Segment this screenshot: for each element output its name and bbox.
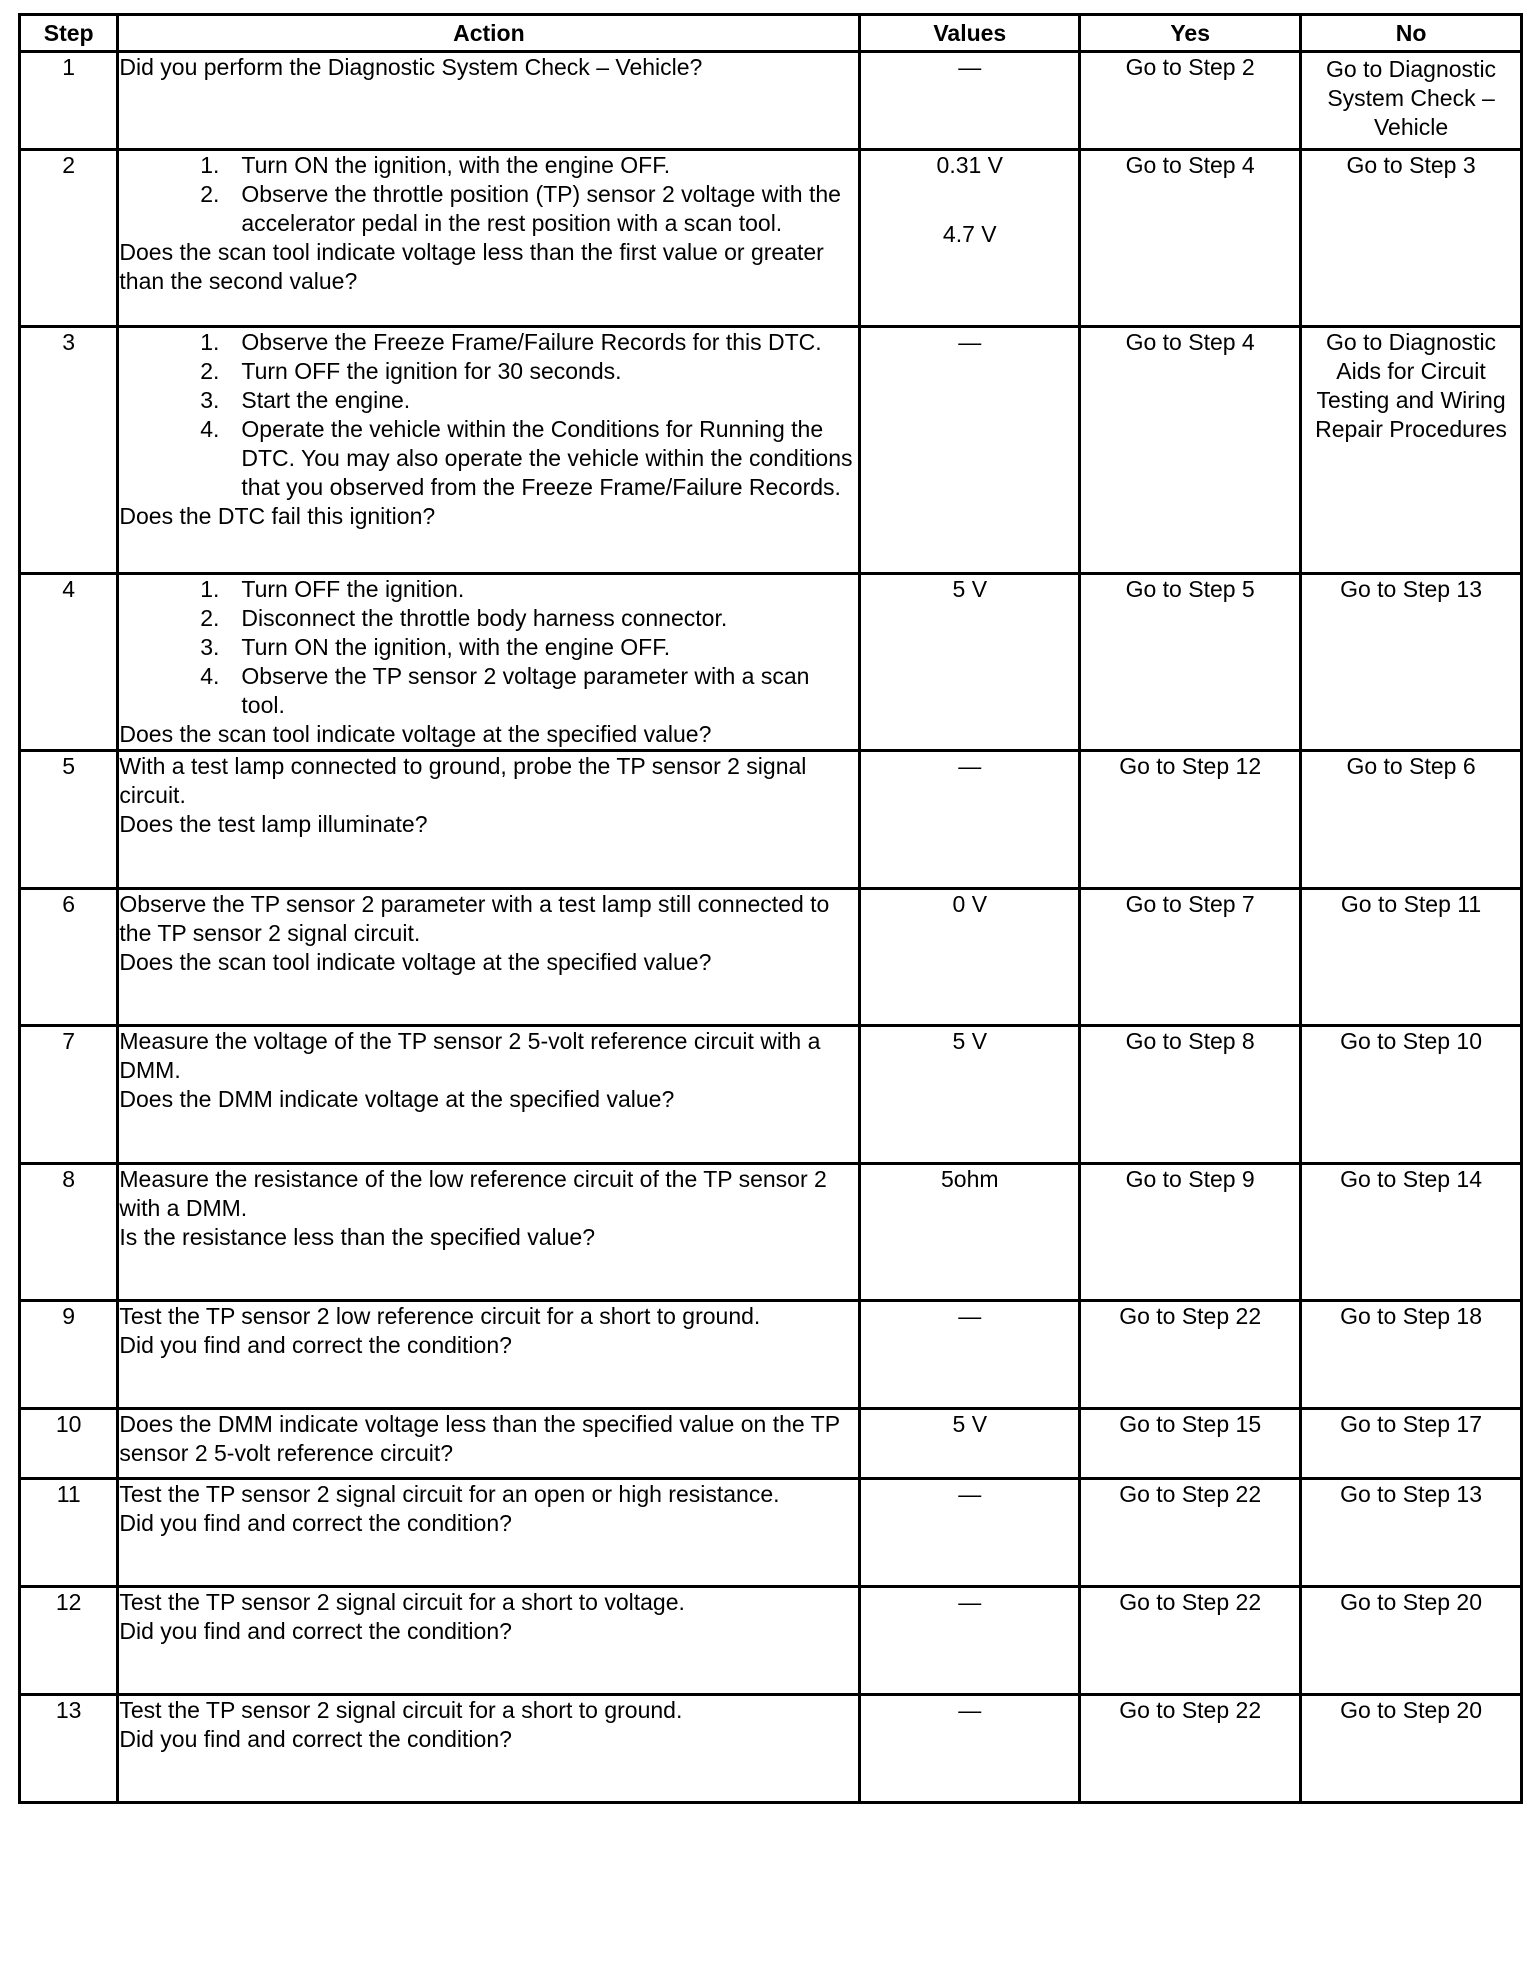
no-cell: Go to Step 17 [1301, 1409, 1522, 1479]
action-instruction: With a test lamp connected to ground, probe the TP sensor 2 signal circuit. [119, 753, 807, 808]
action-cell [118, 1164, 860, 1301]
action-instruction: Test the TP sensor 2 signal circuit for a short to ground. [119, 1697, 683, 1723]
table-row [20, 1026, 1522, 1164]
values-cell [860, 150, 1080, 327]
value: 5 V [952, 1411, 988, 1437]
table-row [20, 1164, 1522, 1301]
values-cell [860, 1695, 1080, 1803]
action-cell [118, 1695, 860, 1803]
value: — [958, 1589, 982, 1615]
substep: 1. Turn ON the ignition, with the engine OFF. [219, 151, 858, 180]
value: — [958, 753, 982, 779]
action-cell [118, 1479, 860, 1587]
action-question: Is the resistance less than the specified value? [119, 1224, 596, 1250]
substep: 2. Observe the throttle position (TP) sensor 2 voltage with the accelerator pedal in the rest position with a scan tool. [219, 180, 858, 238]
yes-cell: Go to Step 9 [1080, 1164, 1301, 1301]
action-instruction: Observe the TP sensor 2 parameter with a test lamp still connected to the TP sensor 2 signal circuit. [119, 891, 830, 946]
table-row [20, 751, 1522, 889]
diagnostic-table [18, 13, 1523, 1804]
table-row [20, 150, 1522, 327]
action-question: Does the scan tool indicate voltage less than the first value or greater than the second value? [119, 239, 824, 294]
action-instruction: Test the TP sensor 2 signal circuit for an open or high resistance. [119, 1481, 780, 1507]
value: 5 V [952, 576, 988, 602]
value: 5 V [952, 1028, 988, 1054]
header-step: Step [20, 15, 118, 52]
step-number: 7 [20, 1026, 118, 1164]
header-row [20, 15, 1522, 52]
substep: 1. Observe the Freeze Frame/Failure Records for this DTC. [219, 328, 858, 357]
no-cell: Go to Step 14 [1301, 1164, 1522, 1301]
substep: 2. Turn OFF the ignition for 30 seconds. [219, 357, 858, 386]
action-cell [118, 1587, 860, 1695]
step-number: 8 [20, 1164, 118, 1301]
action-cell [118, 327, 860, 574]
substep: 2. Disconnect the throttle body harness connector. [219, 604, 858, 633]
values-cell [860, 751, 1080, 889]
action-cell [118, 52, 860, 150]
action-question: Does the DTC fail this ignition? [119, 503, 436, 529]
substep: 4. Operate the vehicle within the Conditions for Running the DTC. You may also operate the vehicle within the conditions that you observed from the Freeze Frame/Failure Records. [219, 415, 858, 502]
no-cell: Go to Step 11 [1301, 889, 1522, 1026]
action-question: Does the scan tool indicate voltage at the specified value? [119, 721, 712, 747]
action-instruction: Does the DMM indicate voltage less than the specified value on the TP sensor 2 5-volt reference circuit? [119, 1411, 840, 1466]
header-values: Values [860, 15, 1080, 52]
step-number: 9 [20, 1301, 118, 1409]
header-action: Action [118, 15, 860, 52]
action-question: Does the DMM indicate voltage at the specified value? [119, 1086, 675, 1112]
action-question: Did you find and correct the condition? [119, 1618, 512, 1644]
yes-cell: Go to Step 4 [1080, 150, 1301, 327]
value: 5ohm [941, 1166, 999, 1192]
step-number: 12 [20, 1587, 118, 1695]
action-cell [118, 889, 860, 1026]
no-cell: Go to Step 10 [1301, 1026, 1522, 1164]
substep: 4. Observe the TP sensor 2 voltage parameter with a scan tool. [219, 662, 858, 720]
no-cell: Go to Diagnostic Aids for Circuit Testing and Wiring Repair Procedures [1301, 327, 1522, 574]
value: — [958, 54, 982, 80]
substep-list [119, 151, 858, 238]
yes-cell: Go to Step 15 [1080, 1409, 1301, 1479]
action-question: Does the test lamp illuminate? [119, 811, 428, 837]
action-cell [118, 150, 860, 327]
yes-cell: Go to Step 22 [1080, 1301, 1301, 1409]
values-cell [860, 327, 1080, 574]
value: — [958, 1303, 982, 1329]
values-cell [860, 1409, 1080, 1479]
yes-cell: Go to Step 7 [1080, 889, 1301, 1026]
yes-cell: Go to Step 22 [1080, 1587, 1301, 1695]
values-cell [860, 574, 1080, 751]
table-row [20, 1695, 1522, 1803]
table-row [20, 889, 1522, 1026]
values-cell [860, 52, 1080, 150]
action-instruction: Measure the voltage of the TP sensor 2 5-volt reference circuit with a DMM. [119, 1028, 821, 1083]
action-instruction: Measure the resistance of the low reference circuit of the TP sensor 2 with a DMM. [119, 1166, 827, 1221]
yes-cell: Go to Step 2 [1080, 52, 1301, 150]
yes-cell: Go to Step 4 [1080, 327, 1301, 574]
values-cell [860, 1587, 1080, 1695]
yes-cell: Go to Step 5 [1080, 574, 1301, 751]
step-number: 1 [20, 52, 118, 150]
no-cell: Go to Step 13 [1301, 1479, 1522, 1587]
step-number: 2 [20, 150, 118, 327]
action-instruction: Test the TP sensor 2 low reference circuit for a short to ground. [119, 1303, 761, 1329]
action-question: Does the scan tool indicate voltage at the specified value? [119, 949, 712, 975]
step-number: 13 [20, 1695, 118, 1803]
no-cell: Go to Step 20 [1301, 1587, 1522, 1695]
action-cell [118, 751, 860, 889]
yes-cell: Go to Step 8 [1080, 1026, 1301, 1164]
value: 4.7 V [942, 221, 997, 247]
no-cell: Go to Diagnostic System Check – Vehicle [1301, 52, 1522, 150]
no-cell: Go to Step 6 [1301, 751, 1522, 889]
step-number: 5 [20, 751, 118, 889]
action-cell [118, 1301, 860, 1409]
no-cell: Go to Step 20 [1301, 1695, 1522, 1803]
step-number: 4 [20, 574, 118, 751]
header-yes: Yes [1080, 15, 1301, 52]
values-cell [860, 889, 1080, 1026]
substep: 3. Start the engine. [219, 386, 858, 415]
table-row [20, 327, 1522, 574]
value: 0.31 V [936, 152, 1004, 178]
action-instruction: Did you perform the Diagnostic System Check – Vehicle? [119, 54, 703, 80]
step-number: 6 [20, 889, 118, 1026]
table-row [20, 1409, 1522, 1479]
values-cell [860, 1026, 1080, 1164]
table-row [20, 1479, 1522, 1587]
yes-cell: Go to Step 12 [1080, 751, 1301, 889]
step-number: 10 [20, 1409, 118, 1479]
value: 0 V [952, 891, 988, 917]
action-cell [118, 1409, 860, 1479]
action-question: Did you find and correct the condition? [119, 1726, 512, 1752]
action-instruction: Test the TP sensor 2 signal circuit for a short to voltage. [119, 1589, 685, 1615]
values-cell [860, 1479, 1080, 1587]
value: — [958, 1697, 982, 1723]
no-cell: Go to Step 18 [1301, 1301, 1522, 1409]
yes-cell: Go to Step 22 [1080, 1479, 1301, 1587]
action-question: Did you find and correct the condition? [119, 1332, 512, 1358]
values-cell [860, 1164, 1080, 1301]
action-question: Did you find and correct the condition? [119, 1510, 512, 1536]
action-cell [118, 574, 860, 751]
no-cell: Go to Step 13 [1301, 574, 1522, 751]
substep: 1. Turn OFF the ignition. [219, 575, 858, 604]
value: — [958, 329, 982, 355]
no-cell: Go to Step 3 [1301, 150, 1522, 327]
yes-cell: Go to Step 22 [1080, 1695, 1301, 1803]
substep: 3. Turn ON the ignition, with the engine OFF. [219, 633, 858, 662]
substep-list [119, 575, 858, 720]
step-number: 3 [20, 327, 118, 574]
table-row [20, 1301, 1522, 1409]
table-row [20, 52, 1522, 150]
table-row [20, 1587, 1522, 1695]
values-cell [860, 1301, 1080, 1409]
step-number: 11 [20, 1479, 118, 1587]
action-cell [118, 1026, 860, 1164]
table-row [20, 574, 1522, 751]
value: — [958, 1481, 982, 1507]
substep-list [119, 328, 858, 502]
header-no: No [1301, 15, 1522, 52]
